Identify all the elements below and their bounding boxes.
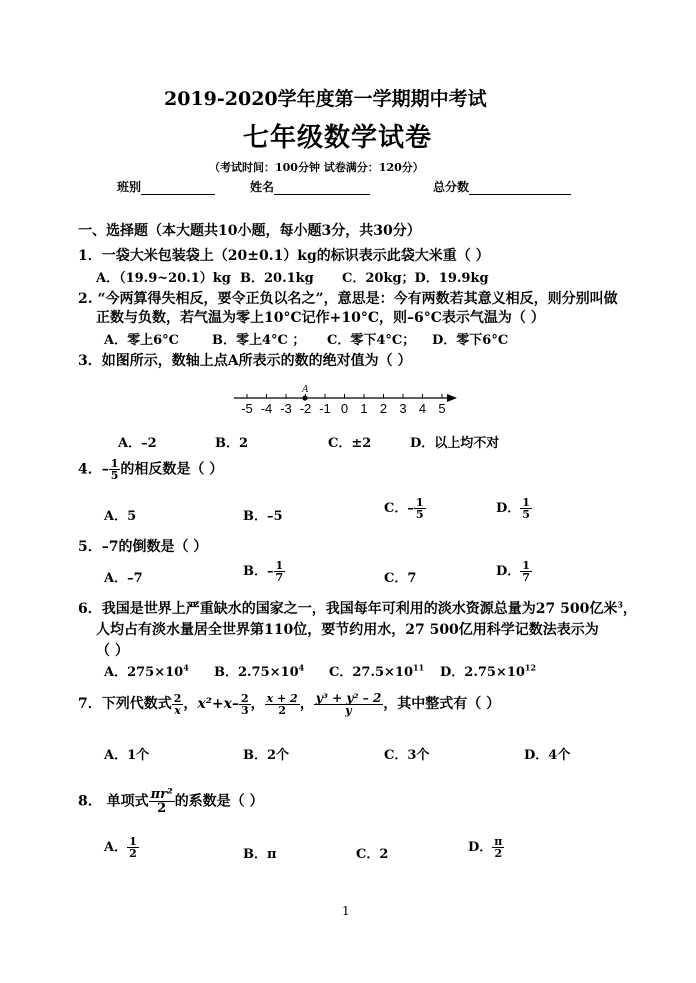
number-line-tick-label: -4 bbox=[260, 401, 273, 416]
q4-d-fraction bbox=[520, 497, 532, 520]
q6-d-sup: 12 bbox=[524, 662, 537, 673]
q6-b-text: B．2.75×10 bbox=[214, 665, 299, 680]
q7-frac3-den: 2 bbox=[278, 703, 286, 717]
q8-d-fraction bbox=[492, 836, 504, 859]
q4-c-den: 5 bbox=[415, 508, 424, 521]
q7-frac2 bbox=[239, 693, 251, 716]
q1-option-b: B．20.1kg bbox=[240, 271, 314, 286]
q7-frac4-num: y³ + y² – 2 bbox=[315, 691, 382, 705]
name-blank bbox=[274, 181, 370, 195]
q5-option-b bbox=[243, 560, 285, 583]
q3-option-b: B．2 bbox=[215, 436, 249, 451]
number-line-tick-label: 2 bbox=[379, 401, 388, 416]
q4-frac-num: 1 bbox=[110, 457, 119, 470]
q6-line3: （ ） bbox=[96, 643, 129, 659]
q6-b-sup: 4 bbox=[298, 662, 305, 673]
number-line bbox=[228, 378, 464, 418]
q4-d-num: 1 bbox=[522, 496, 530, 509]
q8-option-a bbox=[104, 836, 139, 859]
q4-option-b: B．–5 bbox=[243, 509, 283, 524]
number-line-tick-label: -5 bbox=[241, 401, 253, 416]
q8-d-num: π bbox=[494, 835, 503, 848]
q8-a-num: 1 bbox=[129, 835, 137, 848]
q2-option-d: D．零下6°C bbox=[432, 333, 509, 348]
q8-a-den: 2 bbox=[129, 847, 137, 860]
q6-option-a bbox=[104, 661, 189, 680]
point-a-marker bbox=[302, 395, 307, 400]
q5-d-num: 1 bbox=[522, 559, 530, 572]
q8-d-label: D． bbox=[468, 840, 493, 855]
q4-option-d bbox=[496, 497, 532, 520]
q7-frac4 bbox=[314, 692, 384, 716]
q7-option-c: C．3个 bbox=[384, 748, 430, 763]
q8-suffix: 的系数是（ ） bbox=[174, 793, 264, 810]
q6-a-text: A．275×10 bbox=[104, 665, 184, 680]
class-label: 班别 bbox=[117, 180, 142, 194]
q8-a-label: A． bbox=[104, 840, 128, 855]
q7-suffix: ，其中整式有（ ） bbox=[383, 696, 501, 712]
q4-c-label: C．– bbox=[384, 501, 414, 516]
q5-b-fraction bbox=[274, 560, 286, 583]
q8-prefix: 8． 单项式 bbox=[78, 793, 149, 810]
q6-c-text: C．27.5×10 bbox=[329, 665, 413, 680]
q5-b-den: 7 bbox=[275, 571, 284, 584]
q2-line2: 正数与负数，若气温为零上10°C记作+10°C，则–6°C表示气温为（ ） bbox=[96, 310, 545, 326]
q7-prefix: 7．下列代数式 bbox=[78, 696, 172, 712]
q6-option-c bbox=[329, 661, 424, 680]
q5-option-a: A．–7 bbox=[104, 571, 143, 586]
number-line-tick-label: -1 bbox=[319, 401, 331, 416]
q5-option-d bbox=[496, 560, 532, 583]
number-line-tick-label: -3 bbox=[280, 401, 292, 416]
name-field bbox=[250, 178, 370, 195]
q5-b-label: B．– bbox=[243, 564, 274, 579]
number-line-tick-label: 0 bbox=[340, 401, 349, 416]
class-blank bbox=[141, 181, 215, 195]
q2-option-c: C．零下4°C； bbox=[327, 333, 416, 348]
q6-line2: 人均占有淡水量居全世界第110位，要节约用水，27 500亿用科学记数法表示为 bbox=[96, 622, 599, 638]
q4-d-label: D． bbox=[496, 501, 521, 516]
total-field bbox=[433, 178, 571, 195]
q4-neg: – bbox=[101, 461, 109, 478]
q7-frac2-num: 2 bbox=[240, 691, 249, 705]
q4-text bbox=[78, 458, 223, 481]
q3-text: 3．如图所示，数轴上点A所表示的数的绝对值为（ ） bbox=[78, 353, 412, 369]
q7-frac1-num: 2 bbox=[173, 691, 182, 705]
q5-d-label: D． bbox=[496, 564, 521, 579]
q7-sep2: ， bbox=[250, 696, 265, 712]
q7-frac3-num: x + 2 bbox=[266, 691, 298, 705]
q5-d-fraction bbox=[520, 560, 532, 583]
exam-info: （考试时间：100分钟 试卷满分：120分） bbox=[209, 161, 424, 174]
name-label: 姓名 bbox=[250, 180, 275, 194]
q4-option-c bbox=[384, 497, 426, 520]
q5-b-num: 1 bbox=[275, 559, 284, 572]
q3-option-c: C．±2 bbox=[328, 436, 372, 451]
number-line-tick-label: 4 bbox=[418, 401, 427, 416]
number-line-tick-label: 3 bbox=[399, 401, 407, 416]
q4-d-den: 5 bbox=[522, 508, 530, 521]
q7-frac3 bbox=[265, 693, 300, 716]
q8-fraction bbox=[149, 788, 175, 815]
number-line-tick-label: -2 bbox=[299, 401, 312, 416]
q7-option-d: D．4个 bbox=[524, 748, 571, 763]
q7-frac2-den: 3 bbox=[240, 703, 249, 717]
q6-option-d bbox=[440, 661, 536, 680]
q8-text bbox=[78, 788, 264, 815]
q5-text: 5．–7的倒数是（ ） bbox=[78, 539, 208, 555]
q4-frac-den: 5 bbox=[110, 469, 119, 482]
q8-d-den: 2 bbox=[494, 847, 503, 860]
page-number: 1 bbox=[342, 904, 350, 918]
section-title: 一、选择题（本大题共10小题，每小题3分，共30分） bbox=[78, 223, 421, 239]
q4-prefix: 4． bbox=[78, 461, 102, 478]
number-line-arrow bbox=[447, 394, 457, 402]
q2-option-a: A．零上6°C bbox=[104, 333, 179, 348]
q7-text bbox=[78, 692, 500, 716]
q2-line1: 2. “今两算得失相反，要令正负以名之”，意思是：今有两数若其意义相反，则分别叫做 bbox=[78, 291, 618, 307]
q7-sep1: ， bbox=[183, 696, 198, 712]
q1-option-cd: C．20kg；D．19.9kg bbox=[342, 271, 489, 286]
q7-sep3: ， bbox=[299, 696, 314, 712]
q6-option-b bbox=[214, 661, 304, 680]
total-blank bbox=[469, 181, 571, 195]
q3-option-a: A．–2 bbox=[118, 436, 157, 451]
q5-d-den: 7 bbox=[522, 571, 530, 584]
q6-line1-end: ， bbox=[622, 601, 637, 617]
exam-title-line1: 2019-2020学年度第一学期期中考试 bbox=[164, 88, 487, 110]
q4-fraction bbox=[109, 458, 121, 481]
q4-suffix: 的相反数是（ ） bbox=[120, 461, 224, 478]
q6-a-sup: 4 bbox=[183, 662, 189, 673]
class-field bbox=[117, 178, 215, 195]
q7-option-a: A．1个 bbox=[104, 748, 150, 763]
q2-option-b: B．零上4°C ； bbox=[212, 333, 306, 348]
exam-title-line2: 七年级数学试卷 bbox=[243, 123, 433, 153]
q6-d-text: D．2.75×10 bbox=[440, 665, 525, 680]
q7-frac1-den: x bbox=[174, 703, 181, 717]
q8-a-fraction bbox=[127, 836, 139, 859]
q4-c-fraction bbox=[414, 497, 426, 520]
q6-line1 bbox=[78, 598, 637, 618]
number-line-tick-label: 1 bbox=[360, 401, 368, 416]
q3-option-d: D．以上均不对 bbox=[410, 436, 500, 451]
q8-option-d bbox=[468, 836, 504, 859]
q6-line1-text: 6．我国是世界上严重缺水的国家之一，我国每年可利用的淡水资源总量为27 500亿米 bbox=[78, 601, 618, 617]
q7-frac4-den: y bbox=[345, 704, 352, 717]
number-line-tick-label: 5 bbox=[438, 401, 446, 416]
q6-c-sup: 11 bbox=[413, 662, 425, 673]
q4-c-num: 1 bbox=[415, 496, 424, 509]
q1-option-a: A．（19.9~20.1）kg bbox=[96, 271, 231, 286]
q7-expr2: x²+x– bbox=[197, 696, 239, 712]
q4-option-a: A．5 bbox=[104, 509, 137, 524]
q6-line1-sup: 3 bbox=[617, 599, 623, 610]
point-a-label: A bbox=[302, 384, 309, 395]
total-label: 总分数 bbox=[433, 180, 470, 194]
q7-option-b: B．2个 bbox=[243, 748, 290, 763]
q8-frac-num: πr² bbox=[150, 787, 173, 802]
q5-option-c: C．7 bbox=[384, 571, 417, 586]
q8-option-b: B．π bbox=[243, 847, 277, 862]
q1-text: 1．一袋大米包装袋上（20±0.1）kg的标识表示此袋大米重（ ） bbox=[78, 248, 490, 264]
q7-frac1 bbox=[172, 693, 184, 716]
q8-option-c: C．2 bbox=[356, 847, 389, 862]
q8-frac-den: 2 bbox=[157, 801, 167, 816]
